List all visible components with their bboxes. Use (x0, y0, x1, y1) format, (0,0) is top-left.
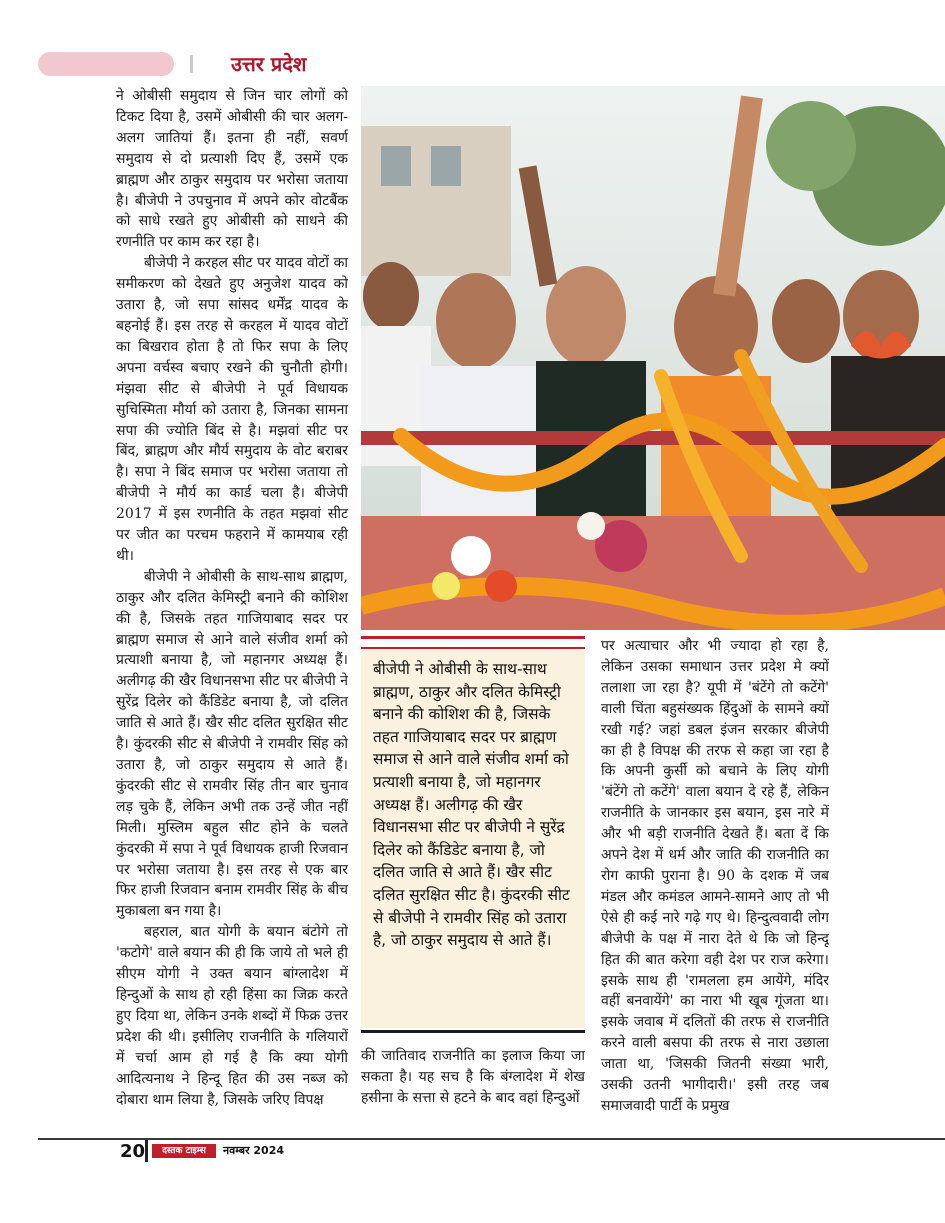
pull-quote-top-rule (361, 636, 585, 649)
header-divider (190, 55, 193, 73)
page-number: 20 (120, 1141, 146, 1162)
paragraph: ने ओबीसी समुदाय से जिन चार लोगों को टिकट दिया है, उसमें ओबीसी की चार अलग-अलग जातियां हैं। इतना ही नहीं, सवर्ण समुदाय से दो प्रत्याशी दिए हैं, उसमें एक ब्राह्मण और ठाकुर समुदाय पर भरोसा जताया है। बीजेपी ने उपचुनाव में अपने कोर वोटबैंक को साधे रखते हुए ओबीसी को साधने की रणनीति पर काम कर रहा है। (116, 88, 348, 251)
magazine-logo: दस्तक टाइम्स (152, 1144, 216, 1158)
paragraph: की जातिवाद राजनीति का इलाज किया जा सकता है। यह सच है कि बंग्लादेश में शेख हसीना के सत्ता से हटने के बाद वहां हिन्दुओं (361, 1048, 585, 1106)
section-title: उत्तर प्रदेश (231, 52, 307, 76)
pull-quote-text: बीजेपी ने ओबीसी के साथ-साथ ब्राह्मण, ठाकुर और दलित केमिस्ट्री बनाने की कोशिश की है, जिसके तहत गाजियाबाद सदर पर ब्राह्मण समाज से आने वाले संजीव शर्मा को प्रत्याशी बनाया है, जो महानगर अध्यक्ष हैं। अलीगढ़ की खैर विधानसभा सीट पर बीजेपी ने सुरेंद्र दिलेर को कैंडिडेट बनाया है, जो दलित जाति से आते हैं। खैर सीट दलित सुरक्षित सीट है। कुंदरकी सीट से बीजेपी ने रामवीर सिंह को उतारा है, जो ठाकुर समुदाय से आते हैं। (373, 660, 570, 950)
paragraph: पर अत्याचार और भी ज्यादा हो रहा है, लेकिन उसका समाधान उत्तर प्रदेश मे क्यों तलाशा जा रहा है? यूपी में 'बंटेंगे तो कटेंगे' वाली चिंता बहुसंख्यक हिंदुओं के सामने क्यों रखी गई? जहां डबल इंजन सरकार बीजेपी का ही है विपक्ष की तरफ से कहा जा रहा है कि अपनी कुर्सी को बचाने के लिए योगी 'बंटेंगे तो कटेंगे' वाला बयान दे रहे हैं, लेकिन राजनीति के जानकार इस बयान, इस नारे में और भी बड़ी राजनीति देखते हैं। बता दें कि अपने देश में धर्म और जाति की राजनीति का रोग काफी पुराना है। 90 के दशक में जब मंडल और कमंडल आमने-सामने आए तो भी ऐसे ही कई नारे गढ़े गए थे। हिन्दुत्ववादी लोग बीजेपी के पक्ष में नारा देते थे कि जो हिन्दू हित की बात करेगा वही देश पर राज करेगा। इसके साथ ही 'रामलला हम आयेंगे, मंदिर वहीं बनवायेंगे' का नारा भी खूब गूंजता था। इसके जवाब में दलितों की तरफ से राजनीति करने वाली बसपा की तरफ से नारा उछाला जाता था, 'जिसकी जितनी संख्या भारी, उसकी उतनी भागीदारी।' इसी तरह जब समाजवादी पार्टी के प्रमुख (601, 638, 829, 1114)
paragraph: बहराल, बात योगी के बयान बंटोगे तो 'कटोगे' वाले बयान की ही कि जाये तो भले ही सीएम योगी ने उक्त बयान बांग्लादेश में हिन्दुओं के साथ हो रही हिंसा का जिक्र करते हुए दिया था, लेकिन उनके शब्दों में फिक्र उत्तर प्रदेश की थी। इसीलिए राजनीति के गलियारों में चर्चा आम हो गई है कि क्या योगी आदित्यनाथ ने हिन्दू हित की उस नब्ज को दोबारा थाम लिया है, जिसके जरिए विपक्ष (116, 924, 348, 1108)
issue-month: नवम्बर 2024 (223, 1144, 285, 1157)
paragraph: बीजेपी ने ओबीसी के साथ-साथ ब्राह्मण, ठाकुर और दलित केमिस्ट्री बनाने की कोशिश की है, जिसके तहत गाजियाबाद सदर पर ब्राह्मण समाज से आने वाले संजीव शर्मा को प्रत्याशी बनाया है, जो महानगर अध्यक्ष हैं। अलीगढ़ की खैर विधानसभा सीट पर बीजेपी ने सुरेंद्र दिलेर को कैंडिडेट बनाया है, जो दलित जाति से आते हैं। खैर सीट दलित सुरक्षित सीट है। कुंदरकी सीट से बीजेपी ने रामवीर सिंह को उतारा है, जो ठाकुर समुदाय से आते हैं। कुंदरकी सीट से रामवीर सिंह तीन बार चुनाव लड़ चुके हैं, लेकिन अभी तक उन्हें जीत नहीं मिली। मुस्लिम बहुल सीट होने के चलते कुंदरकी में सपा ने पूर्व विधायक हाजी रिजवान पर भरोसा जताया है। इस तरह से एक बार फिर हाजी रिजवान बनाम रामवीर सिंह के बीच मुकाबला बन गया है। (116, 568, 348, 920)
header-pill-decoration (38, 52, 174, 76)
paragraph: बीजेपी ने करहल सीट पर यादव वोटों का समीकरण को देखते हुए अनुजेश यादव को उतारा है, जो सपा सांसद धर्मेंद्र यादव के बहनोई हैं। इस तरह से करहल में यादव वोटों का बिखराव होता है तो फिर सपा के लिए अपना वर्चस्व बचाए रखने की चुनौती होगी। मंझवा सीट से बीजेपी ने पूर्व विधायक सुचिस्मिता मौर्या को उतारा है, जिनका सामना सपा की ज्योति बिंद से है। मझवां सीट पर बिंद, ब्राह्मण और मौर्य समुदाय के वोट बराबर है। सपा ने बिंद समाज पर भरोसा जताया तो बीजेपी ने मौर्य का कार्ड चला है। बीजेपी 2017 में इस रणनीति के तहत मझवां सीट पर जीत का परचम फहराने में कामयाब रही थी। (116, 255, 348, 564)
article-column-3 (601, 636, 829, 1124)
footer-rule (38, 1138, 945, 1140)
pull-quote-bottom-rule (361, 1030, 585, 1033)
article-column-2 (361, 1046, 585, 1124)
pull-quote (361, 650, 585, 1028)
footer-divider (145, 1140, 148, 1162)
article-column-1 (116, 86, 348, 1126)
rally-photo (361, 86, 945, 630)
